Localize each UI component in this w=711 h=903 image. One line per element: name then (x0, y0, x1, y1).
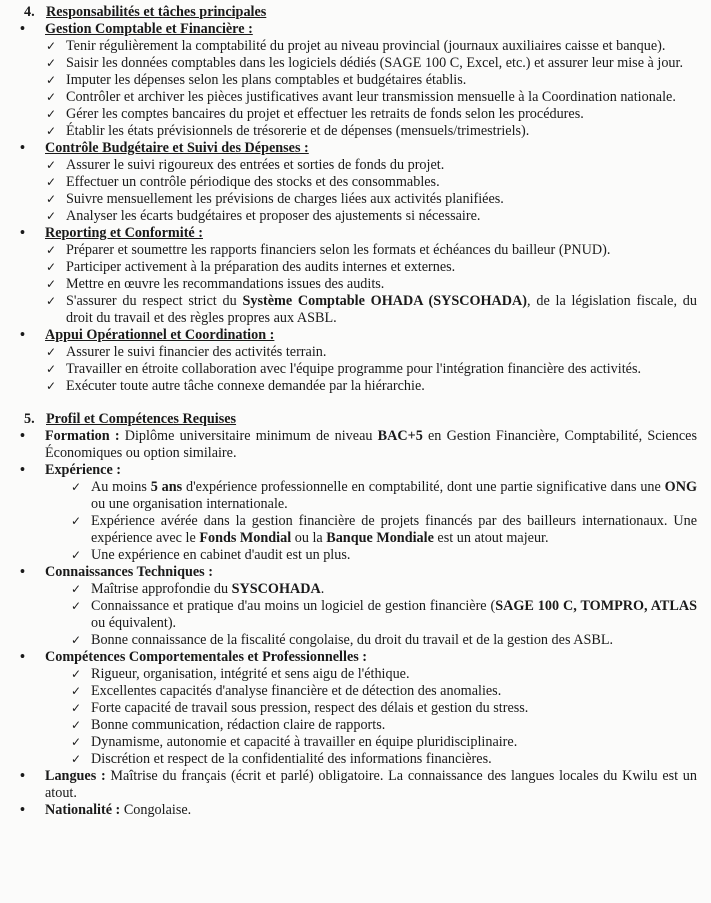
list-item-text: ou une organisation internationale. (91, 496, 288, 512)
list-item (14, 55, 697, 72)
check-icon: ✓ (46, 362, 57, 376)
list-item-text: Gérer les comptes bancaires du projet et effectuer les retraits de fonds selon les procédures. (66, 106, 584, 122)
list-item-text: Imputer les dépenses selon les plans comptables et budgétaires établis. (66, 72, 467, 88)
list-item (14, 191, 697, 208)
section-number: 5. (24, 411, 35, 427)
section-heading (14, 4, 697, 21)
list-item-text: Travailler en étroite collaboration avec l'équipe programme pour l'intégration financière des activités. (66, 361, 642, 377)
list-item (14, 734, 697, 751)
list-item (14, 378, 697, 395)
check-icon: ✓ (71, 752, 82, 766)
list-item-text: Mettre en œuvre les recommandations issues des audits. (66, 276, 385, 292)
list-item (14, 751, 697, 768)
list-item-text: est un atout majeur. (433, 530, 549, 546)
bullet-icon: • (20, 649, 25, 665)
list-item-text: d'expérience professionnelle en comptabilité, dont une partie significative dans une (182, 479, 665, 495)
list-item-text: Contrôler et archiver les pièces justificatives avant leur transmission mensuelle à la Coordination nationale. (66, 89, 676, 105)
check-icon: ✓ (46, 90, 57, 104)
list-item (14, 717, 697, 734)
list-item-text: Bonne connaissance de la fiscalité congolaise, du droit du travail et de la gestion des ASBL. (91, 632, 614, 648)
list-item-text: . (320, 581, 325, 597)
group-controle-budgetaire (14, 140, 697, 157)
section-responsabilites (14, 4, 697, 395)
list-item-text: Analyser les écarts budgétaires et proposer des ajustements si nécessaire. (66, 208, 481, 224)
list-item-text: Maîtrise approfondie du (91, 581, 232, 597)
list-item-text: Participer activement à la préparation des audits internes et externes. (66, 259, 456, 275)
bold-term: SAGE 100 C, TOMPRO, ATLAS (495, 598, 697, 614)
bullet-icon: • (20, 21, 25, 37)
list-item-text: Discrétion et respect de la confidentialité des informations financières. (91, 751, 492, 767)
list-item-text: Une expérience en cabinet d'audit est un plus. (91, 547, 351, 563)
nationalite-item (14, 802, 697, 819)
list-item (14, 89, 697, 106)
section-profil (14, 411, 697, 819)
list-item (14, 547, 697, 564)
list-item-text: Assurer le suivi financier des activités terrain. (66, 344, 327, 360)
list-item (14, 632, 697, 649)
check-icon: ✓ (71, 548, 82, 562)
check-icon: ✓ (71, 514, 82, 528)
bold-term: Banque Mondiale (326, 530, 434, 546)
spacer (14, 395, 697, 411)
list-item-text: Forte capacité de travail sous pression, respect des délais et gestion du stress. (91, 700, 529, 716)
check-icon: ✓ (71, 480, 82, 494)
check-icon: ✓ (46, 39, 57, 53)
list-item (14, 344, 697, 361)
list-item (14, 598, 697, 632)
tech-item (14, 564, 697, 581)
bullet-icon: • (20, 802, 25, 818)
list-item (14, 208, 697, 225)
list-item-text: Préparer et soumettre les rapports financiers selon les formats et échéances du bailleur (PNUD). (66, 242, 611, 258)
check-icon: ✓ (71, 599, 82, 613)
list-item (14, 513, 697, 547)
list-item (14, 479, 697, 513)
check-icon: ✓ (46, 73, 57, 87)
check-icon: ✓ (46, 175, 57, 189)
group-title: Reporting et Conformité : (45, 225, 203, 241)
syscohada-term: Système Comptable OHADA (SYSCOHADA) (242, 293, 528, 309)
list-item-text: ou la (291, 530, 327, 546)
langues-text: Maîtrise du français (écrit et parlé) obligatoire. La connaissance des langues locales du Kwilu est un atout. (45, 768, 697, 801)
list-item-text: Assurer le suivi rigoureux des entrées et sorties de fonds du projet. (66, 157, 445, 173)
section-title: Profil et Compétences Requises (46, 411, 237, 427)
group-title: Gestion Comptable et Financière : (45, 21, 253, 37)
list-item-text: Effectuer un contrôle périodique des stocks et des consommables. (66, 174, 440, 190)
check-icon: ✓ (46, 260, 57, 274)
check-icon: ✓ (46, 345, 57, 359)
check-icon: ✓ (71, 735, 82, 749)
group-title: Appui Opérationnel et Coordination : (45, 327, 275, 343)
bullet-icon: • (20, 428, 25, 444)
bullet-icon: • (20, 462, 25, 478)
group-gestion-comptable (14, 21, 697, 38)
formation-label: Formation : (45, 428, 120, 444)
list-item-text: Saisir les données comptables dans les logiciels dédiés (SAGE 100 C, Excel, etc.) et assurer leur mise à jour. (66, 55, 684, 71)
list-item-text: Rigueur, organisation, intégrité et sens aigu de l'éthique. (91, 666, 410, 682)
list-item (14, 361, 697, 378)
list-item-text: Dynamisme, autonomie et capacité à travailler en équipe pluridisciplinaire. (91, 734, 518, 750)
list-item-text: Connaissance et pratique d'au moins un logiciel de gestion financière ( (91, 598, 496, 614)
bold-term: ONG (664, 479, 697, 495)
list-item-text: , de la législation fiscale, du droit du travail et des règles propres aux ASBL. (66, 293, 697, 326)
list-item (14, 174, 697, 191)
list-item-text: Tenir régulièrement la comptabilité du projet au niveau provincial (journaux auxiliaires caisse et banque). (66, 38, 666, 54)
nationalite-text: Congolaise. (120, 802, 192, 818)
list-item (14, 666, 697, 683)
tech-label: Connaissances Techniques : (45, 564, 213, 580)
langues-label: Langues : (45, 768, 106, 784)
bold-term: Fonds Mondial (199, 530, 292, 546)
check-icon: ✓ (46, 379, 57, 393)
check-icon: ✓ (46, 124, 57, 138)
list-item-text: Excellentes capacités d'analyse financière et de détection des anomalies. (91, 683, 502, 699)
group-reporting (14, 225, 697, 242)
list-item (14, 700, 697, 717)
list-item-text: S'assurer du respect strict du (66, 293, 243, 309)
check-icon: ✓ (71, 718, 82, 732)
section-heading (14, 411, 697, 428)
list-item-text: Établir les états prévisionnels de trésorerie et de dépenses (mensuels/trimestriels). (66, 123, 530, 139)
list-item (14, 581, 697, 598)
check-icon: ✓ (71, 684, 82, 698)
list-item (14, 38, 697, 55)
bullet-icon: • (20, 564, 25, 580)
bullet-icon: • (20, 225, 25, 241)
list-item (14, 106, 697, 123)
list-item (14, 157, 697, 174)
check-icon: ✓ (71, 633, 82, 647)
list-item (14, 242, 697, 259)
comport-label: Compétences Comportementales et Professionnelles : (45, 649, 368, 665)
check-icon: ✓ (46, 243, 57, 257)
list-item (14, 276, 697, 293)
formation-item (14, 428, 697, 462)
group-title: Contrôle Budgétaire et Suivi des Dépenses : (45, 140, 309, 156)
experience-item (14, 462, 697, 479)
list-item (14, 683, 697, 700)
list-item (14, 72, 697, 89)
comport-item (14, 649, 697, 666)
check-icon: ✓ (71, 582, 82, 596)
list-item-text: Bonne communication, rédaction claire de rapports. (91, 717, 386, 733)
check-icon: ✓ (46, 209, 57, 223)
list-item (14, 259, 697, 276)
formation-text: Diplôme universitaire minimum de niveau (119, 428, 378, 444)
list-item-text: Suivre mensuellement les prévisions de charges liées aux activités planifiées. (66, 191, 504, 207)
bullet-icon: • (20, 768, 25, 784)
list-item-text: Exécuter toute autre tâche connexe demandée par la hiérarchie. (66, 378, 425, 394)
group-appui-operationnel (14, 327, 697, 344)
check-icon: ✓ (46, 277, 57, 291)
check-icon: ✓ (46, 56, 57, 70)
check-icon: ✓ (46, 107, 57, 121)
bullet-icon: • (20, 140, 25, 156)
formation-level: BAC+5 (377, 428, 423, 444)
section-title: Responsabilités et tâches principales (46, 4, 267, 20)
list-item-text: ou équivalent). (91, 615, 177, 631)
check-icon: ✓ (46, 192, 57, 206)
nationalite-label: Nationalité : (45, 802, 121, 818)
check-icon: ✓ (46, 294, 57, 308)
langues-item (14, 768, 697, 802)
list-item-text: Au moins (91, 479, 151, 495)
check-icon: ✓ (71, 701, 82, 715)
experience-label: Expérience : (45, 462, 122, 478)
list-item (14, 123, 697, 140)
bold-term: SYSCOHADA (231, 581, 321, 597)
check-icon: ✓ (71, 667, 82, 681)
list-item-text: Expérience avérée dans la gestion financière de projets financés par des bailleurs internationaux. Une expérience avec le (91, 513, 697, 546)
list-item (14, 293, 697, 327)
section-number: 4. (24, 4, 35, 20)
check-icon: ✓ (46, 158, 57, 172)
formation-text: en Gestion Financière, Comptabilité, Sciences Économiques ou option similaire. (45, 428, 697, 461)
bold-term: 5 ans (150, 479, 183, 495)
bullet-icon: • (20, 327, 25, 343)
